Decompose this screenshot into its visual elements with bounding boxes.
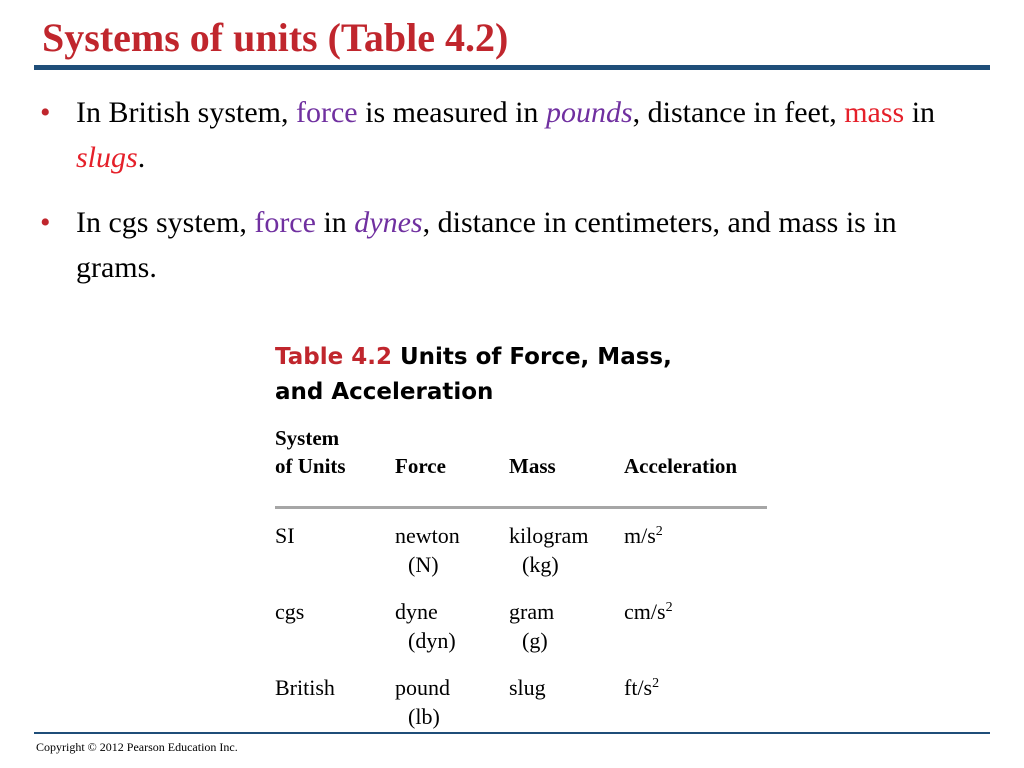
force-abbr: (lb) bbox=[408, 704, 440, 729]
header-force: Force bbox=[395, 454, 446, 478]
mass-abbr: (kg) bbox=[522, 552, 559, 577]
force-unit: pound bbox=[395, 675, 450, 700]
bullet-text: in bbox=[904, 96, 936, 129]
header-of-units: of Units bbox=[275, 454, 346, 478]
table-header bbox=[275, 424, 770, 502]
bullet-text: . bbox=[137, 141, 146, 174]
term-mass: mass bbox=[844, 96, 905, 129]
bullet-text: In cgs system, bbox=[76, 206, 255, 239]
cell-acceleration bbox=[624, 521, 663, 550]
bullet-text: In British system, bbox=[76, 96, 297, 129]
bullet-text: , distance in centimeters, and mass is in grams. bbox=[76, 206, 897, 284]
cell-acceleration bbox=[624, 673, 659, 702]
bullet-text: in bbox=[315, 206, 355, 239]
term-dynes: dynes bbox=[354, 206, 423, 239]
term-slugs: slugs bbox=[76, 141, 138, 174]
bullet-text: is measured in bbox=[357, 96, 546, 129]
term-force: force bbox=[296, 96, 358, 129]
accel-unit: ft/s bbox=[624, 675, 653, 700]
footer-divider bbox=[34, 732, 990, 734]
table-row bbox=[275, 673, 770, 749]
bullet-marker: • bbox=[40, 206, 51, 239]
accel-unit: cm/s bbox=[624, 599, 666, 624]
force-abbr: (dyn) bbox=[408, 628, 456, 653]
table-row bbox=[275, 597, 770, 673]
cell-mass bbox=[509, 673, 546, 702]
table-caption bbox=[275, 340, 770, 410]
mass-abbr: (g) bbox=[522, 628, 548, 653]
cell-force bbox=[395, 673, 450, 731]
accel-unit: m/s bbox=[624, 523, 656, 548]
cell-acceleration bbox=[624, 597, 673, 626]
cell-system: cgs bbox=[275, 599, 305, 624]
slide-title: Systems of units (Table 4.2) bbox=[42, 15, 509, 60]
term-force: force bbox=[254, 206, 316, 239]
mass-unit: slug bbox=[509, 675, 546, 700]
mass-unit: kilogram bbox=[509, 523, 589, 548]
bullet-cgs bbox=[40, 200, 980, 290]
accel-exponent: 2 bbox=[655, 524, 663, 539]
cell-force bbox=[395, 597, 456, 655]
mass-unit: gram bbox=[509, 599, 555, 624]
units-table bbox=[275, 340, 770, 749]
force-abbr: (N) bbox=[408, 552, 439, 577]
header-acceleration: Acceleration bbox=[624, 454, 738, 478]
force-unit: newton bbox=[395, 523, 460, 548]
bullet-marker: • bbox=[40, 96, 51, 129]
accel-exponent: 2 bbox=[652, 676, 660, 691]
cell-force bbox=[395, 521, 460, 579]
bullet-british bbox=[40, 90, 980, 180]
cell-system: SI bbox=[275, 523, 295, 548]
header-system: System bbox=[275, 426, 340, 450]
force-unit: dyne bbox=[395, 599, 438, 624]
table-caption-title: Units of Force, Mass, bbox=[391, 344, 672, 370]
bullet-text: , distance in feet, bbox=[632, 96, 845, 129]
bullet-list bbox=[40, 90, 980, 310]
accel-exponent: 2 bbox=[665, 600, 673, 615]
term-pounds: pounds bbox=[545, 96, 633, 129]
copyright-notice: Copyright © 2012 Pearson Education Inc. bbox=[36, 740, 238, 754]
table-row bbox=[275, 521, 770, 597]
cell-mass bbox=[509, 521, 588, 579]
title-divider bbox=[34, 65, 990, 70]
table-caption-label: Table 4.2 bbox=[275, 344, 392, 370]
cell-mass bbox=[509, 597, 554, 655]
cell-system: British bbox=[275, 675, 335, 700]
table-caption-title-line2: and Acceleration bbox=[275, 379, 494, 405]
header-mass: Mass bbox=[509, 454, 556, 478]
